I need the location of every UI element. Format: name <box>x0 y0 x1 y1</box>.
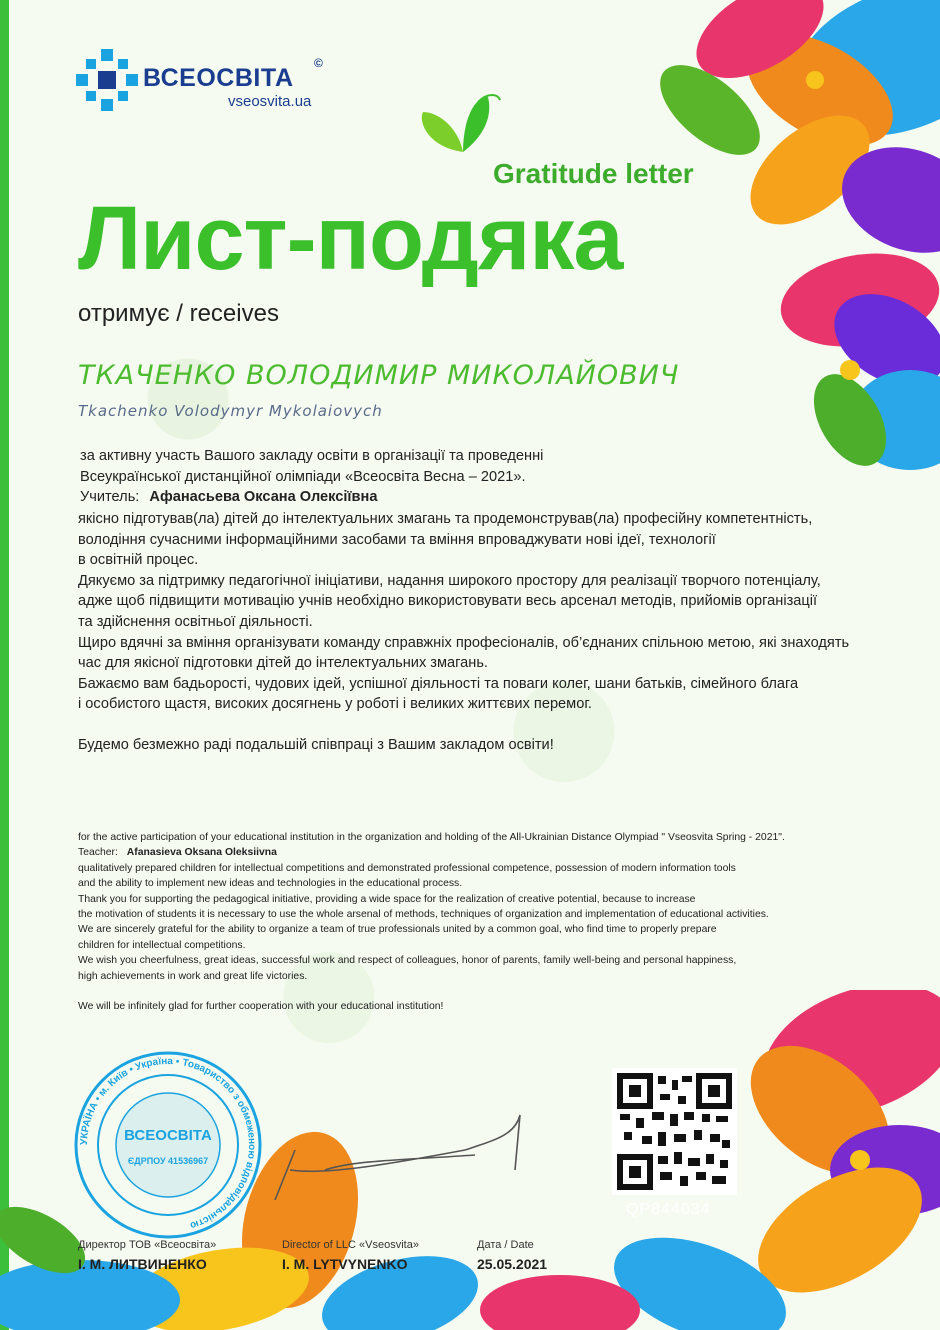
en-teacher-row <box>78 845 898 860</box>
vseosvita-logo-icon <box>76 49 138 111</box>
director-ua-name: І. М. ЛИТВИНЕНКО <box>78 1256 207 1272</box>
company-stamp <box>68 1050 268 1240</box>
en-paragraph-line: Thank you for supporting the pedagogical initiative, providing a wide space for the realization of creative potential, because to increase <box>78 893 696 905</box>
stamp-ring-text: УКРАЇНА • м. Київ • Україна • Товариство з обмеженою відповідальністю <box>78 1055 258 1231</box>
ua-line-1: за активну участь Вашого закладу освіти в організації та проведенні <box>80 448 544 464</box>
gratitude-letter-heading: Gratitude letter <box>493 158 694 189</box>
logo-name: ВСЕОСВІТА <box>143 64 294 92</box>
ua-paragraphs <box>78 509 918 715</box>
qr-code-id: QP844034 <box>626 1201 711 1218</box>
ua-paragraph-line: час для якісної підготовки дітей до інтелектуальних змагань. <box>78 655 488 672</box>
en-paragraph-line: We are sincerely grateful for the ability to organize a team of true professionals united by a common goal, who find time to properly prepare <box>78 924 717 936</box>
date-label: Дата / Date <box>477 1239 534 1251</box>
en-paragraph-line: the motivation of students it is necessary to use the whole arsenal of methods, techniques of organization and implementation of educational activities. <box>78 909 769 921</box>
butterfly-icon <box>418 92 518 162</box>
ua-closing: Будемо безмежно раді подальшій співпраці з Вашим закладом освіти! <box>78 737 554 753</box>
en-closing: We will be infinitely glad for further cooperation with your educational institution! <box>78 1001 444 1013</box>
date-value: 25.05.2021 <box>477 1256 548 1272</box>
director-signature <box>265 1110 535 1220</box>
ua-teacher-row <box>80 487 910 508</box>
receives-label: отримує / receives <box>78 300 279 327</box>
recipient-name-en: Tkachenko Volodymyr Mykolaiovych <box>78 402 383 420</box>
en-body <box>78 830 898 1014</box>
director-ua-label: Директор ТОВ «Всеосвіта» <box>78 1239 217 1251</box>
page-title: Лист-подяка <box>78 189 623 289</box>
en-paragraph-line: high achievements in work and great life victories. <box>78 970 308 982</box>
en-paragraph-line: We wish you cheerfulness, great ideas, successful work and respect of colleagues, honor of parents, family well-being and personal happiness, <box>78 955 737 967</box>
director-en-name: I. M. LYTVYNENKO <box>282 1256 408 1272</box>
logo-site: vseosvita.ua <box>228 93 312 110</box>
director-en-label: Director of LLC «Vseosvita» <box>282 1239 419 1251</box>
en-teacher-label: Teacher: <box>78 847 118 859</box>
qr-code-box <box>612 1068 737 1195</box>
en-line-1: for the active participation of your educational institution in the organization and holding of the All-Ukrainian Distance Olympiad " Vseosvita Spring - 2021". <box>78 832 785 843</box>
en-paragraph-line: children for intellectual competitions. <box>78 939 246 951</box>
ua-body <box>80 446 910 508</box>
ua-teacher-name: Афанасьева Оксана Олексіївна <box>149 489 378 506</box>
ua-paragraph-line: володіння сучасними інформаційними засобами та вміння впроваджувати нові ідеї, технології <box>78 531 716 548</box>
logo-trademark: © <box>314 56 324 70</box>
ua-line-2: Всеукраїнської дистанційної олімпіади «Всеосвіта Весна – 2021». <box>80 468 526 485</box>
stamp-code: ЄДРПОУ 41536967 <box>127 1156 209 1166</box>
ua-paragraph-line: в освітній процес. <box>78 552 199 569</box>
ua-paragraph-line: якісно підготував(ла) дітей до інтелектуальних змагань та продемонстрував(ла) професійну компетентність, <box>78 511 813 527</box>
stamp-center-text: ВСЕОСВІТА <box>124 1127 212 1144</box>
en-teacher-name: Afanasieva Oksana Oleksiivna <box>126 847 277 859</box>
en-paragraph-line: and the ability to implement new ideas and technologies in the educational process. <box>78 878 463 890</box>
recipient-name-ua: ТКАЧЕНКО ВОЛОДИМИР МИКОЛАЙОВИЧ <box>78 360 680 391</box>
ua-paragraph-line: і особистого щастя, високих досягнень у роботі і великих життєвих перемог. <box>78 696 592 713</box>
ua-paragraph-line: Щиро вдячні за вміння організувати команду справжніх професіоналів, об’єднаних спільною метою, які знаходять <box>78 634 850 651</box>
ua-paragraph-line: адже щоб підвищити мотивацію учнів необхідно використовувати весь арсенал методів, прийомів організації <box>78 593 818 610</box>
ua-paragraph-line: Бажаємо вам бадьорості, чудових ідей, успішної діяльності та поваги колег, шани батьків, сімейного блага <box>78 675 799 692</box>
ua-paragraph-line: Дякуємо за підтримку педагогічної ініціативи, надання широкого простору для реалізації творчого потенціалу, <box>78 572 821 589</box>
en-paragraph-line: qualitatively prepared children for intellectual competitions and demonstrated professional competence, possession of modern information tools <box>78 862 736 874</box>
ua-paragraph-line: та здійснення освітньої діяльності. <box>78 613 313 630</box>
qr-code-icon <box>612 1068 737 1195</box>
ua-teacher-label: Учитель: <box>80 489 140 506</box>
